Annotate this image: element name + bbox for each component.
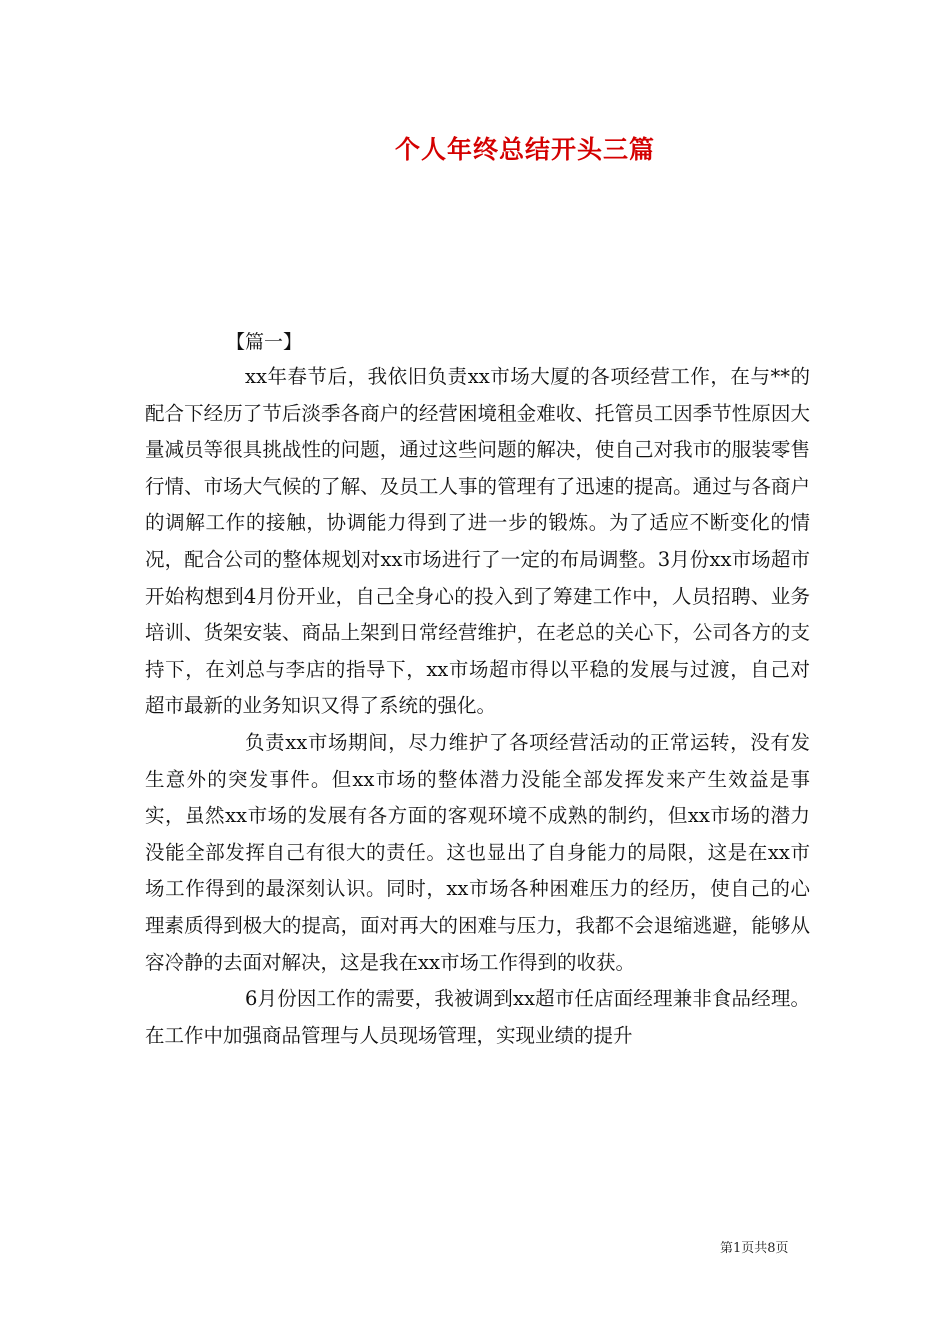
page-title: 个人年终总结开头三篇 xyxy=(394,135,655,164)
page-number-footer: 第1页共8页 xyxy=(720,1241,789,1256)
section-label: 【篇一】 xyxy=(226,331,303,353)
paragraph: 负责xx市场期间，尽力维护了各项经营活动的正常运转，没有发生意外的突发事件。但xx市场的整体潜力没能全部发挥发来产生效益是事实，虽然xx市场的发展有各方面的客观环境不成熟的制约，但xx市场的潜力没能全部发挥自己有很大的责任。这也显出了自身能力的局限，这是在xx市场工作得到的最深刻认识。同时，xx市场各种困难压力的经历，使自己的心理素质得到极大的提高，面对再大的困难与压力，我都不会退缩逃避，能够从容冷静的去面对解决，这是我在xx市场工作得到的收获。 xyxy=(145,730,810,974)
paragraph: 6月份因工作的需要，我被调到xx超市任店面经理兼非食品经理。在工作中加强商品管理与人员现场管理，实现业绩的提升 xyxy=(145,987,810,1047)
paragraph: xx年春节后，我依旧负责xx市场大厦的各项经营工作，在与**的配合下经历了节后淡季各商户的经营困境租金难收、托管员工因季节性原因大量减员等很具挑战性的问题，通过这些问题的解决，使自己对我市的服装零售行情、市场大气候的了解、及员工人事的管理有了迅速的提高。通过与各商户的调解工作的接触，协调能力得到了进一步的锻炼。为了适应不断变化的情况，配合公司的整体规划对xx市场进行了一定的布局调整。3月份xx市场超市开始构想到4月份开业，自己全身心的投入到了筹建工作中，人员招聘、业务培训、货架安装、商品上架到日常经营维护，在老总的关心下，公司各方的支持下，在刘总与李店的指导下，xx市场超市得以平稳的发展与过渡，自己对超市最新的业务知识又得了系统的强化。 xyxy=(145,365,810,718)
document-body xyxy=(145,359,810,1054)
